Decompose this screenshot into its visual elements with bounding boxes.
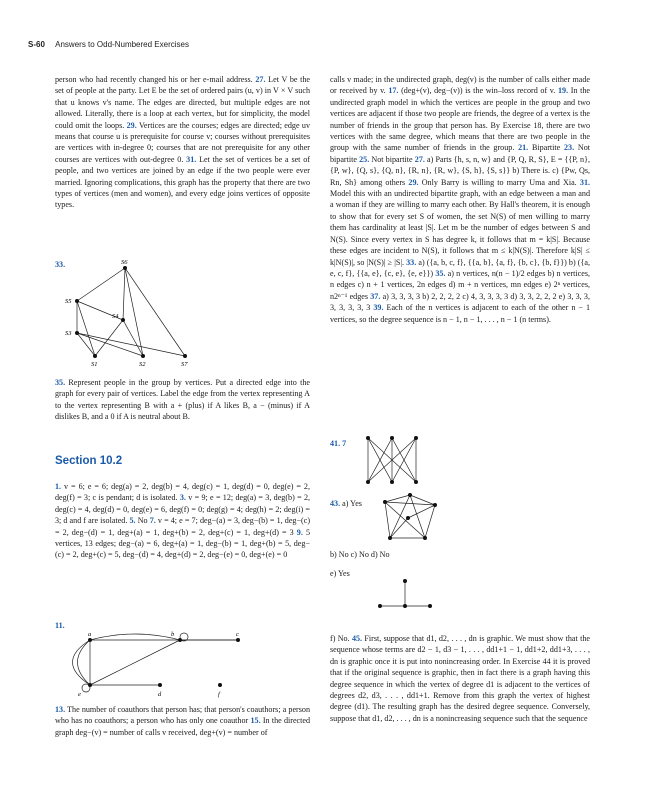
fig11-label-a: a bbox=[88, 631, 92, 638]
fig33-label-s4: S4 bbox=[112, 313, 119, 320]
figure-33 bbox=[55, 258, 255, 368]
exercises-13-15: 13. The number of coauthors that person has; that person's coauthors; a person who has no coauthors; a person who has only one coauthor 15. In the directed graph deg−(v) = number of calls v received, deg+(v) = number of bbox=[55, 705, 311, 737]
fig33-label-s6: S6 bbox=[121, 259, 128, 266]
figure-11 bbox=[60, 630, 260, 698]
fig11-label-e: e bbox=[78, 691, 81, 698]
figure-43e bbox=[370, 576, 440, 621]
fig11-label-f: f bbox=[218, 691, 220, 698]
fig33-label-s7: S7 bbox=[181, 361, 188, 368]
fig33-label-s2: S2 bbox=[139, 361, 146, 368]
section-title: Section 10.2 bbox=[55, 455, 123, 467]
right-column-top: calls v made; in the undirected graph, deg(v) is the number of calls either made or received by v. 17. (deg+(v), deg−(v)) is the win–loss record of v. 19. In the undirected graph model in which the vertices are people in the group and two vertices are adjacent if those two people are friends, the degree of a vertex is the number of friends in the group that person has. By Exercise 18, there are two vertices with the same degree, which means that there are two people in the group with the same number of friends in the group. 21. Bipartite 23. Not bipartite 25. Not bipartite 27. a) Parts {h, s, n, w} and {P, Q, R, S}, E = {{P, n}, {P, w}, {Q, s}, {Q, n}, {R, n}, {R, w}, {S, h}, {S, s}} b) There is. c) {Pw, Qs, Rn, Sh} among others 29. Only Barry is willing to marry Uma and Xia. 31. Model this with an undirected bipartite graph, with an edge between a man and a woman if they are willing to marry each other. By Hall's theorem, it is enough to show that for every set S of women, the set N(S) of men willing to marry them has cardinality at least |S|. Let m be the number of edges between S and N(S). Since every vertex in S has degree k, it follows that m = k|S|. Because these edges are incident to N(S), it follows that m ≤ k|N(S)|. Therefore k|S| ≤ k|N(S)|, so |N(S)| ≥ |S|. 33. a) ({a, b, c, f}, {{a, b}, {a, f}, {b, c}, {b, f}}) b) ({a, e, c, f}, {{a, e}, {c, e}, {e, e}}) 35. a) n vertices, n(n − 1)/2 edges b) n vertices, n edges c) n + 1 vertices, 2n edges d) m + n vertices, mn edges e) 2ⁿ vertices, n2ⁿ⁻¹ edges 37. a) 3, 3, 3, 3 b) 2, 2, 2, 2 c) 4, 3, 3, 3, 3 d) 3, 3, 2, 2, 2 e) 3, 3, 3, 3, 3, 3, 3, 3 39. Each of the n vertices is adjacent to each of the other n − 1 vertices, so the degree sequence is n − 1, n − 1, . . . , n − 1 (n terms). bbox=[330, 75, 591, 324]
fig11-label-b: b bbox=[171, 631, 175, 638]
exercise-41-number: 41. 7 bbox=[330, 439, 347, 448]
exercise-33-number: 33. bbox=[55, 260, 66, 269]
figure-43a bbox=[370, 490, 450, 545]
exercise-11-number: 11. bbox=[55, 621, 65, 630]
exercise-43f-45: f) No. 45. First, suppose that d1, d2, . . . , dn is graphic. We must show that the sequence whose terms are d2 − 1, d3 − 1, . . . , dd1+1 − 1, dd1+2, dd1+3, . . . , dn is graphic once it is put into nonincreasing order. In Exercise 44 it is proved that if the original sequence is graphic, then in fact there is a graph having this degree sequence in which the vertex of degree d1 is adjacent to the vertices of degrees d2, d3, . . . , dd1+1. Remove from this graph the vertex of highest degree (d1). The resulting graph has the desired degree sequence. Conversely, suppose that d1, d2, . . . , dn is a nonincreasing sequence such that the sequence bbox=[330, 634, 590, 723]
fig33-label-s1: S1 bbox=[91, 361, 98, 368]
fig33-label-s3: S3 bbox=[65, 330, 72, 337]
exercise-43e: e) Yes bbox=[330, 569, 350, 578]
fig33-label-s5: S5 bbox=[65, 298, 72, 305]
section-10-2-answers: 1. v = 6; e = 6; deg(a) = 2, deg(b) = 4, deg(c) = 1, deg(d) = 0, deg(e) = 2, deg(f) = 3; c is pendant; d is isolated. 3. v = 9; e = 12; deg(a) = 3, deg(b) = 2, deg(c) = 4, deg(d) = 0, deg(e) = 6, deg(f) = 0; deg(g) = 4; deg(h) = 2; deg(i) = 3; d and f are isolated. 5. No 7. v = 4; e = 7; deg−(a) = 3, deg−(b) = 1, deg−(c) = 2, deg−(d) = 1, deg+(a) = 1, deg+(b) = 2, deg+(c) = 1, deg+(d) = 3 9. 5 vertices, 13 edges; deg−(a) = 6, deg+(a) = 1, deg−(b) = 1, deg+(b) = 5, deg−(c) = 2, deg+(c) = 5, deg−(d) = 4, deg+(d) = 2, deg−(e) = 0, deg+(e) = 0 bbox=[55, 482, 311, 560]
figure-41 bbox=[358, 432, 428, 490]
page-title: Answers to Odd-Numbered Exercises bbox=[55, 40, 189, 49]
page-number: S-60 bbox=[28, 40, 45, 49]
exercise-35: 35. Represent people in the group by vertices. Put a directed edge into the graph for every pair of vertices. Label the edge from the vertex representing A to the vertex representing B with a + (plus) if A likes B, a − (minus) if A dislikes B, and a 0 if A is neutral about B. bbox=[55, 378, 310, 422]
paragraph: person who had recently changed his or her e-mail address. 27. Let V be the set of people at the party. Let E be the set of ordered pairs (u, v) in V × V such that u knows v's name. The edges are directed, but multiple edges are not allowed. Literally, there is a loop at each vertex, but for simplicity, the model could omit the loops. 29. Vertices are the courses; edges are directed; edge uv means that course u is prerequisite for course v; courses without prerequisites are vertices with in-degree 0; courses that are not prerequisite for any other courses are vertices with out-degree 0. 31. Let the set of vertices be a set of people, and two vertices are joined by an edge if the two people were ever married. Ignoring complications, this graph has the property that there are two types of vertices (men and women), and every edge joins vertices of opposite types. bbox=[55, 75, 311, 210]
exercise-43bcd: b) No c) No d) No bbox=[330, 550, 390, 559]
fig11-label-c: c bbox=[236, 631, 239, 638]
fig11-label-d: d bbox=[158, 691, 162, 698]
exercise-43a: 43. a) Yes bbox=[330, 499, 362, 508]
left-column-top bbox=[55, 74, 310, 211]
page-header bbox=[28, 40, 628, 49]
